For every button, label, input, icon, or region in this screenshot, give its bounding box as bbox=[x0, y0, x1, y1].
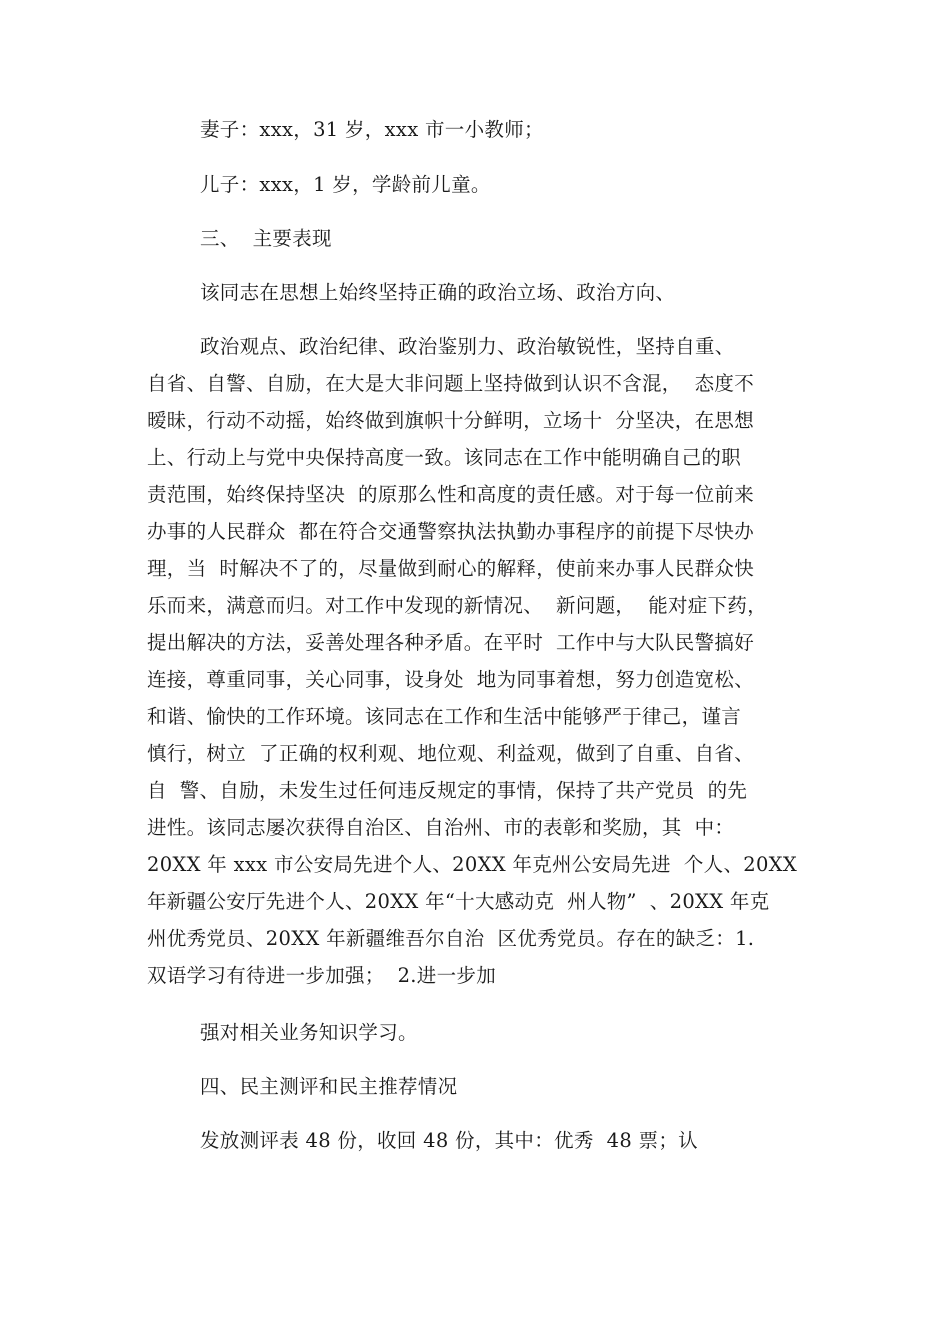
section3-paragraph-line: 责范围，始终保持坚决 的原那么性和高度的责任感。对于每一位前来 bbox=[147, 483, 754, 506]
section3-paragraph-line: 办事的人民群众 都在符合交通警察执法执勤办事程序的前提下尽快办 bbox=[147, 520, 754, 543]
section3-paragraph-line: 年新疆公安厅先进个人、20XX 年“十大感动克 州人物” 、20XX 年克 bbox=[147, 890, 770, 913]
section3-paragraph-line: 理，当 时解决不了的，尽量做到耐心的解释，使前来办事人民群众快 bbox=[147, 557, 754, 580]
family-son-line: 儿子：xxx，1 岁，学龄前儿童。 bbox=[200, 173, 491, 196]
family-wife-line: 妻子：xxx，31 岁，xxx 市一小教师； bbox=[200, 118, 544, 141]
section3-paragraph-first-line: 政治观点、政治纪律、政治鉴别力、政治敏锐性，坚持自重、 bbox=[200, 335, 735, 358]
section4-text: 发放测评表 48 份，收回 48 份，其中：优秀 48 票；认 bbox=[200, 1129, 698, 1152]
section3-paragraph-line: 自省、自警、自励，在大是大非问题上坚持做到认识不含混， 态度不 bbox=[147, 372, 754, 395]
section3-paragraph-line: 20XX 年 xxx 市公安局先进个人、20XX 年克州公安局先进 个人、20XX bbox=[147, 853, 798, 876]
section3-paragraph-line: 自 警、自励，未发生过任何违反规定的事情，保持了共产党员 的先 bbox=[147, 779, 748, 802]
section4-heading: 四、民主测评和民主推荐情况 bbox=[200, 1075, 458, 1098]
section3-paragraph-line: 连接，尊重同事，关心同事，设身处 地为同事着想，努力创造宽松、 bbox=[147, 668, 754, 691]
section3-closing: 强对相关业务知识学习。 bbox=[200, 1021, 418, 1044]
section3-intro: 该同志在思想上始终坚持正确的政治立场、政治方向、 bbox=[200, 281, 676, 304]
section3-paragraph-line: 慎行，树立 了正确的权利观、地位观、利益观，做到了自重、自省、 bbox=[147, 742, 754, 765]
section3-paragraph-line: 乐而来，满意而归。对工作中发现的新情况、 新问题， 能对症下药， bbox=[147, 594, 767, 617]
section3-paragraph-line: 暧昧，行动不动摇，始终做到旗帜十分鲜明，立场十 分坚决，在思想 bbox=[147, 409, 754, 432]
section3-paragraph-line: 进性。该同志屡次获得自治区、自治州、市的表彰和奖励，其 中： bbox=[147, 816, 735, 839]
section3-paragraph-line: 和谐、愉快的工作环境。该同志在工作和生活中能够严于律己，谨言 bbox=[147, 705, 742, 728]
section3-paragraph-line: 双语学习有待进一步加强； 2.进一步加 bbox=[147, 964, 497, 987]
section3-paragraph-line: 上、行动上与党中央保持高度一致。该同志在工作中能明确自己的职 bbox=[147, 446, 742, 469]
section3-heading: 三、 主要表现 bbox=[200, 227, 332, 250]
section3-paragraph-line: 州优秀党员、20XX 年新疆维吾尔自治 区优秀党员。存在的缺乏：1. bbox=[147, 927, 755, 950]
section3-paragraph-line: 提出解决的方法，妥善处理各种矛盾。在平时 工作中与大队民警搞好 bbox=[147, 631, 754, 654]
